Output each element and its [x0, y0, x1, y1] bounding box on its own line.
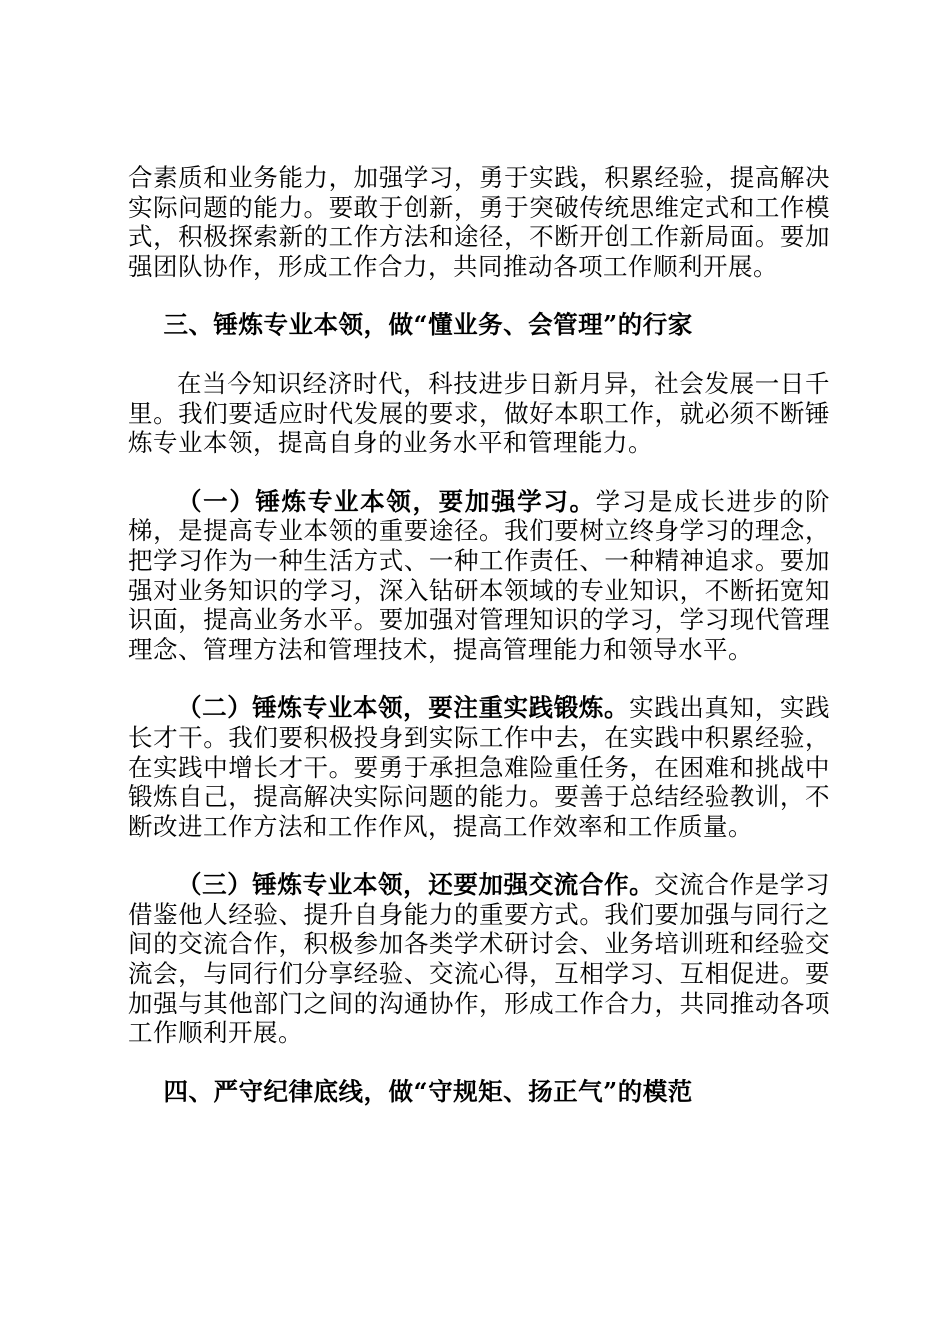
- paragraph-gap: [128, 281, 830, 310]
- section-three-heading: 三、锤炼专业本领，做“懂业务、会管理”的行家: [163, 310, 693, 340]
- item-body: 实践出真知，实践长才干。我们要积极投身到实际工作中去，在实践中积累经验，在实践中增长才干。要勇于承担急难险重任务，在困难和挑战中锻炼自己，提高解决实际问题的能力。要善于总结经验教训，不断改进工作方法和工作作风，提高工作效率和工作质量。: [128, 693, 831, 841]
- item-lead: （二）锤炼专业本领，要注重实践锻炼。: [177, 693, 630, 723]
- paragraph-gap: [128, 1048, 830, 1077]
- paragraph-gap: [128, 841, 830, 870]
- item-lead: （一）锤炼专业本领，要加强学习。: [177, 486, 596, 516]
- paragraph-gap: [128, 664, 830, 693]
- item-body: 学习是成长进步的阶梯，是提高专业本领的重要途径。我们要树立终身学习的理念，把学习作为一种生活方式、一种工作责任、一种精神追求。要加强对业务知识的学习，深入钻研本领域的专业知识，不断拓宽知识面，提高业务水平。要加强对管理知识的学习，学习现代管理理念、管理方法和管理技术，提高管理能力和领导水平。: [128, 486, 831, 664]
- document-page: [128, 163, 830, 1106]
- section-three-item-3: [128, 870, 830, 1048]
- paragraph-gap: [128, 458, 830, 487]
- section-three-intro: 在当今知识经济时代，科技进步日新月异，社会发展一日千里。我们要适应时代发展的要求，做好本职工作，就必须不断锤炼专业本领，提高自身的业务水平和管理能力。: [128, 368, 830, 458]
- item-body: 交流合作是学习借鉴他人经验、提升自身能力的重要方式。我们要加强与同行之间的交流合作，积极参加各类学术研讨会、业务培训班和经验交流会，与同行们分享经验、交流心得，互相学习、互相促进。要加强与其他部门之间的沟通协作，形成工作合力，共同推动各项工作顺利开展。: [128, 870, 831, 1048]
- section-four-heading: 四、严守纪律底线，做“守规矩、扬正气”的模范: [163, 1076, 693, 1106]
- paragraph-gap: [128, 340, 830, 369]
- item-lead: （三）锤炼专业本领，还要加强交流合作。: [177, 870, 655, 900]
- section-three-item-1: [128, 487, 830, 665]
- section-three-item-2: [128, 693, 830, 841]
- continued-paragraph: 合素质和业务能力，加强学习，勇于实践，积累经验，提高解决实际问题的能力。要敢于创新，勇于突破传统思维定式和工作模式，积极探索新的工作方法和途径，不断开创工作新局面。要加强团队协作，形成工作合力，共同推动各项工作顺利开展。: [128, 163, 830, 281]
